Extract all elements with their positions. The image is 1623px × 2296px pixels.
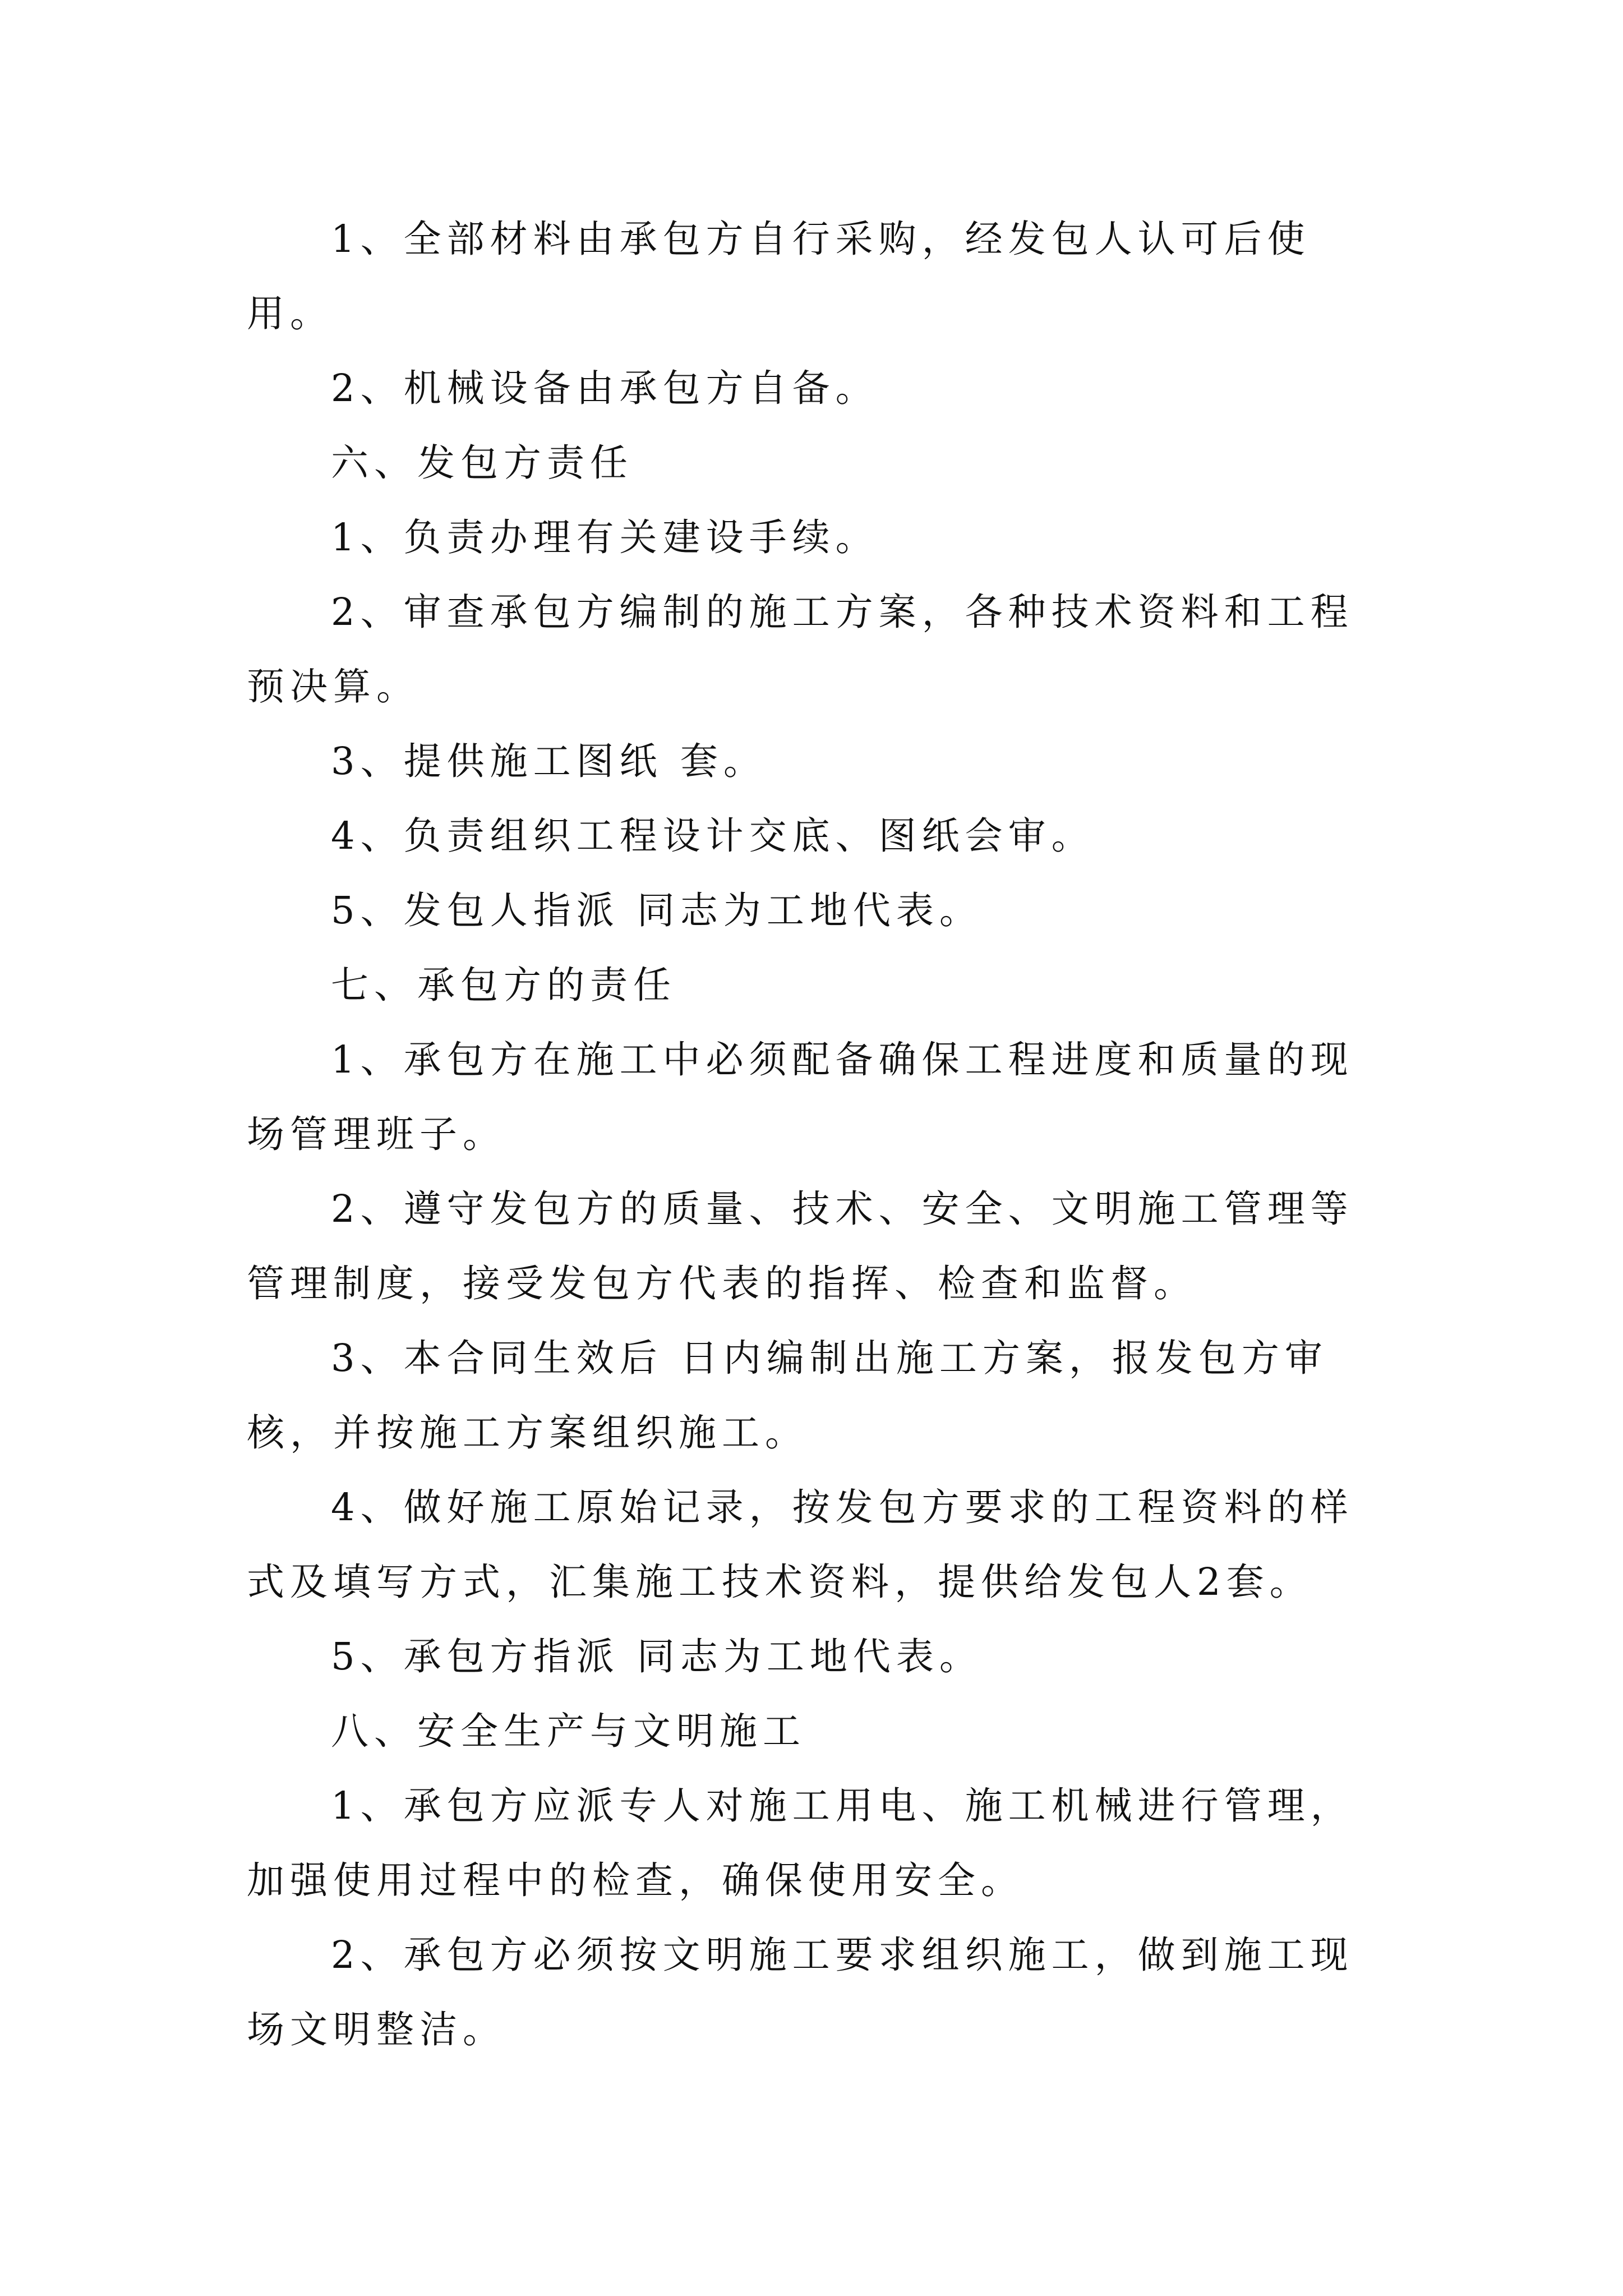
paragraph-safety-2: 2、承包方必须按文明施工要求组织施工，做到施工现场文明整洁。 — [247, 1933, 1354, 2051]
paragraph-employer-duty-1: 1、负责办理有关建设手续。 — [331, 516, 879, 559]
paragraph-employer-duty-5: 5、发包人指派 同志为工地代表。 — [331, 889, 983, 932]
section-heading-safety: 八、安全生产与文明施工 — [331, 1709, 806, 1753]
paragraph-contractor-duty-5: 5、承包方指派 同志为工地代表。 — [331, 1635, 983, 1678]
paragraph-contractor-duty-1: 1、承包方在施工中必须配备确保工程进度和质量的现场管理班子。 — [247, 1038, 1354, 1156]
paragraph-safety-1: 1、承包方应派专人对施工用电、施工机械进行管理，加强使用过程中的检查，确保使用安全。 — [247, 1784, 1354, 1902]
paragraph-contractor-duty-4: 4、做好施工原始记录，按发包方要求的工程资料的样式及填写方式，汇集施工技术资料，提供给发包人2套。 — [247, 1485, 1354, 1604]
paragraph-contractor-duty-2: 2、遵守发包方的质量、技术、安全、文明施工管理等管理制度，接受发包方代表的指挥、检查和监督。 — [247, 1187, 1354, 1305]
section-heading-contractor-duties: 七、承包方的责任 — [331, 963, 676, 1007]
paragraph-employer-duty-3: 3、提供施工图纸 套。 — [331, 739, 767, 783]
paragraph-employer-duty-2: 2、审查承包方编制的施工方案，各种技术资料和工程预决算。 — [247, 590, 1354, 708]
section-heading-employer-duties: 六、发包方责任 — [331, 441, 633, 485]
paragraph-employer-duty-4: 4、负责组织工程设计交底、图纸会审。 — [331, 814, 1095, 858]
paragraph-materials: 1、全部材料由承包方自行采购，经发包人认可后使用。 — [247, 217, 1311, 335]
document-body — [247, 202, 1382, 2067]
paragraph-equipment: 2、机械设备由承包方自备。 — [331, 366, 879, 410]
paragraph-contractor-duty-3: 3、本合同生效后 日内编制出施工方案，报发包方审核，并按施工方案组织施工。 — [247, 1336, 1328, 1455]
